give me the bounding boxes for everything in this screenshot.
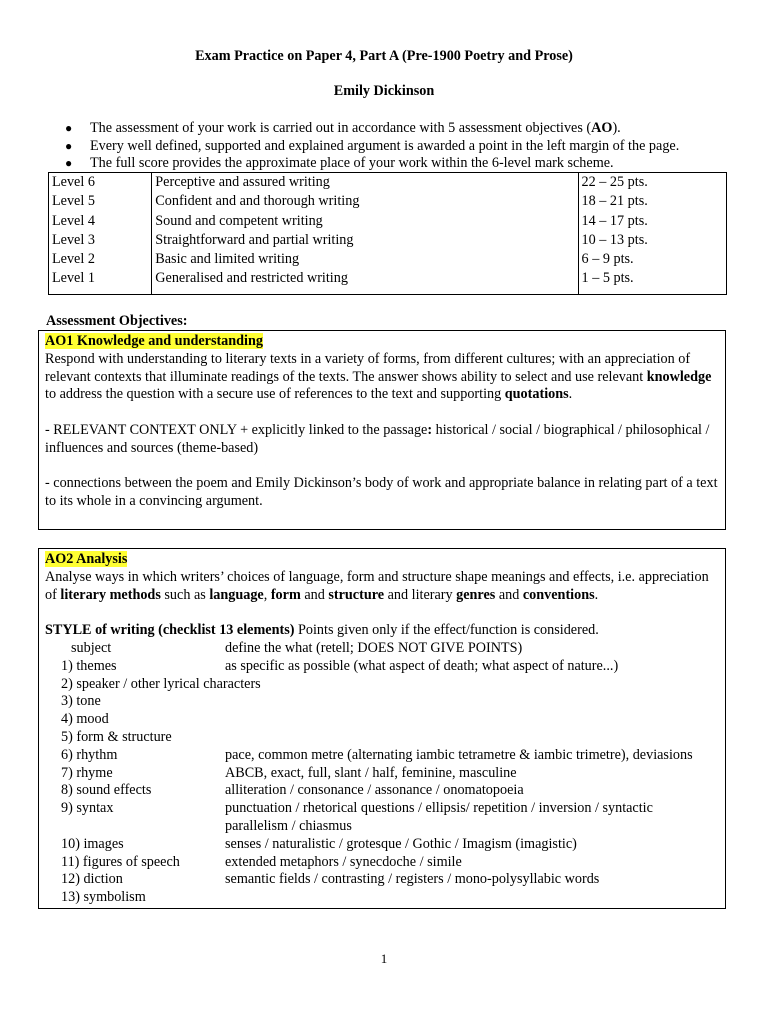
- bullet-item: ● Every well defined, supported and explained argument is awarded a point in the left margin of the page.: [65, 137, 680, 154]
- points-cell: 10 – 13 pts.: [578, 231, 726, 250]
- level-cell: Level 3: [49, 231, 152, 250]
- ao1-description: Respond with understanding to literary texts in a variety of forms, from different cultures; with an appreciation of relevant contexts that illuminate readings of the texts. The answer shows ability to select and use relevant knowledge to address the question with a secure use of references to the text and supporting quotations.: [45, 350, 712, 403]
- description-cell: Perceptive and assured writing: [152, 173, 578, 193]
- bullet-icon: ●: [65, 138, 73, 153]
- list-item: 3) tone: [61, 693, 101, 710]
- page-title: Exam Practice on Paper 4, Part A (Pre-1900 Poetry and Prose): [195, 48, 573, 64]
- bullet-icon: ●: [65, 156, 73, 170]
- list-item: 4) mood: [61, 711, 109, 728]
- list-item: 6) rhythm pace, common metre (alternating iambic tetrametre & iambic trimetre), deviasions: [61, 746, 693, 763]
- points-cell: 6 – 9 pts.: [578, 250, 726, 269]
- description-cell: Confident and and thorough writing: [152, 192, 578, 211]
- table-row: [49, 192, 727, 211]
- objectives-heading: Assessment Objectives:: [46, 313, 188, 329]
- points-cell: 22 – 25 pts.: [578, 173, 726, 193]
- ao2-title: AO2 Analysis: [45, 551, 128, 567]
- style-checklist: [45, 640, 719, 907]
- list-item: 1) themes as specific as possible (what aspect of death; what aspect of nature...): [61, 657, 619, 674]
- list-item: subject define the what (retell; DOES NOT GIVE POINTS): [71, 639, 523, 656]
- table-row: [49, 269, 727, 294]
- description-cell: Straightforward and partial writing: [152, 231, 578, 250]
- ao1-context-note: - RELEVANT CONTEXT ONLY + explicitly linked to the passage: historical / social / biographical / philosophical / influences and sources (theme-based): [45, 421, 710, 456]
- bullet-item: ● The full score provides the approximate place of your work within the 6-level mark scheme.: [65, 155, 614, 171]
- description-cell: Basic and limited writing: [152, 250, 578, 269]
- description-cell: Generalised and restricted writing: [152, 269, 578, 294]
- bullet-icon: ●: [65, 121, 73, 135]
- bullet-item: ● The assessment of your work is carried out in accordance with 5 assessment objectives (AO).: [65, 120, 621, 136]
- level-cell: Level 2: [49, 250, 152, 269]
- page-number: 1: [380, 951, 388, 966]
- list-item: 12) diction semantic fields / contrasting / registers / mono-polysyllabic words: [61, 871, 600, 888]
- table-row: [49, 250, 727, 269]
- list-item: 9) syntax punctuation / rhetorical questions / ellipsis/ repetition / inversion / syntactic: [61, 800, 653, 817]
- ao1-box: [38, 330, 726, 530]
- list-item: 13) symbolism: [61, 889, 146, 906]
- points-cell: 18 – 21 pts.: [578, 192, 726, 211]
- ao1-title: AO1 Knowledge and understanding: [45, 333, 263, 349]
- list-item: 2) speaker / other lyrical characters: [61, 675, 261, 692]
- list-item: 8) sound effects alliteration / consonance / assonance / onomatopoeia: [61, 782, 524, 799]
- list-item: 10) images senses / naturalistic / grotesque / Gothic / Imagism (imagistic): [61, 835, 577, 852]
- level-cell: Level 1: [49, 269, 152, 294]
- table-row: [49, 173, 727, 193]
- ao2-box: [38, 548, 726, 909]
- description-cell: Sound and competent writing: [152, 212, 578, 231]
- author-heading: Emily Dickinson: [333, 83, 435, 99]
- ao1-connections-note: - connections between the poem and Emily Dickinson’s body of work and appropriate balance in relating part of a text to its whole in a convincing argument.: [45, 475, 718, 510]
- level-cell: Level 4: [49, 212, 152, 231]
- list-item: 11) figures of speech extended metaphors / synecdoche / simile: [61, 853, 462, 870]
- points-cell: 1 – 5 pts.: [578, 269, 726, 294]
- list-item: parallelism / chiasmus: [225, 817, 352, 834]
- table-row: [49, 231, 727, 250]
- level-cell: Level 6: [49, 173, 152, 193]
- list-item: 5) form & structure: [61, 728, 172, 745]
- level-cell: Level 5: [49, 192, 152, 211]
- style-heading: STYLE of writing (checklist 13 elements) Points given only if the effect/function is considered.: [45, 622, 599, 639]
- table-row: [49, 212, 727, 231]
- level-table: [48, 172, 727, 295]
- list-item: 7) rhyme ABCB, exact, full, slant / half, feminine, masculine: [61, 764, 517, 781]
- ao2-description: Analyse ways in which writers’ choices of language, form and structure shape meanings and effects, i.e. appreciation of literary methods such as language, form and structure and literary genres and conventions.: [45, 568, 709, 603]
- bullet-list: [48, 120, 748, 173]
- points-cell: 14 – 17 pts.: [578, 212, 726, 231]
